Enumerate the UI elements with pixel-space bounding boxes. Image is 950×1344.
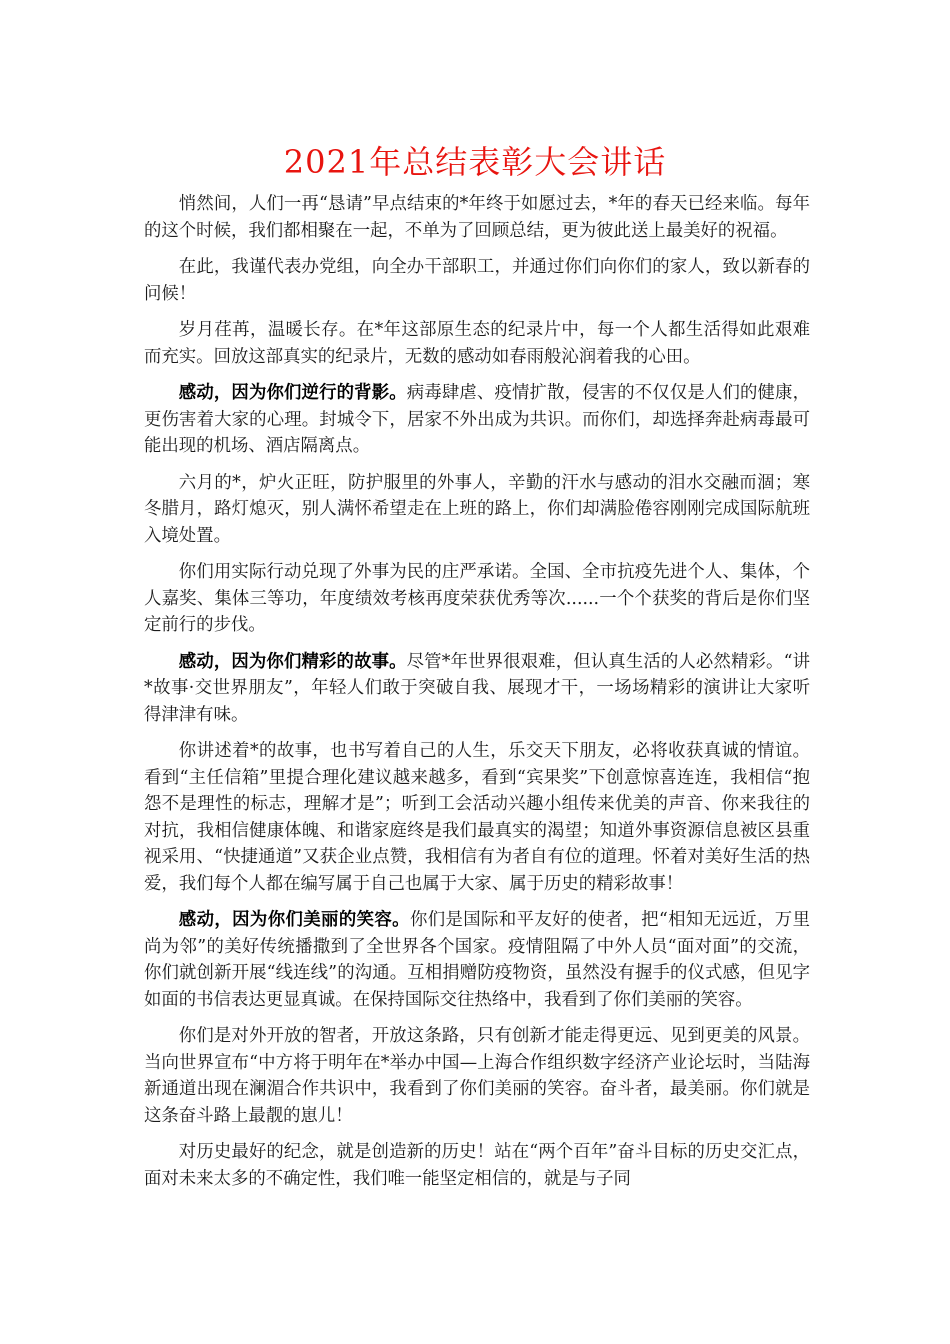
paragraph — [144, 317, 810, 370]
paragraph-text: 悄然间，人们一再“恳请”早点结束的*年终于如愿过去，*年的春天已经来临。每年的这个时候，我们都相聚在一起，不单为了回顾总结，更为彼此送上最美好的祝福。 — [144, 194, 810, 241]
paragraph-lead: 感动，因为你们美丽的笑容。 — [178, 910, 410, 930]
paragraph — [144, 191, 810, 244]
paragraph-text: 你们是对外开放的智者，开放这条路，只有创新才能走得更远、见到更美的风景。当向世界宣布“中方将于明年在*举办中国—上海合作组织数字经济产业论坛时，当陆海新通道出现在澜湄合作共识中，我看到了你们美丽的笑容。奋斗者，最美丽。你们就是这条奋斗路上最靓的崽儿！ — [144, 1026, 810, 1126]
paragraph-text: 尽管*年世界很艰难，但认真生活的人必然精彩。“讲*故事·交世界朋友”，年轻人们敢于突破自我、展现才干，一场场精彩的演讲让大家听得津津有味。 — [144, 651, 810, 725]
paragraph-text: 你讲述着*的故事，也书写着自己的人生，乐交天下朋友，必将收获真诚的情谊。看到“主任信箱”里提合理化建议越来越多，看到“宾果奖”下创意惊喜连连，我相信“抱怨不是理性的标志，理解才是”；听到工会活动兴趣小组传来优美的声音、你来我往的对抗，我相信健康体魄、和谐家庭终是我们最真实的渴望；知道外事资源信息被区县重视采用、“快捷通道”又获企业点赞，我相信有为者自有位的道理。怀着对美好生活的热爱，我们每个人都在编写属于自己也属于大家、属于历史的精彩故事！ — [144, 741, 810, 894]
paragraph-lead: 感动，因为你们精彩的故事。 — [178, 651, 407, 672]
paragraph — [144, 254, 810, 307]
paragraph-text: 病毒肆虐、疫情扩散，侵害的不仅仅是人们的健康，更伤害着大家的心理。封城令下，居家不外出成为共识。而你们，却选择奔赴病毒最可能出现的机场、酒店隔离点。 — [144, 383, 810, 456]
paragraph — [144, 559, 810, 639]
paragraph — [144, 1139, 810, 1192]
document-title: 2021年总结表彰大会讲话 — [283, 143, 667, 181]
paragraph — [144, 907, 810, 1013]
paragraph — [144, 1023, 810, 1129]
document-body — [144, 191, 810, 1202]
paragraph — [144, 380, 810, 460]
paragraph — [144, 649, 810, 729]
paragraph-text: 六月的*，炉火正旺，防护服里的外事人，辛勤的汗水与感动的泪水交融而涸；寒冬腊月，路灯熄灭，别人满怀希望走在上班的路上，你们却满脸倦容刚刚完成国际航班入境处置。 — [144, 472, 810, 546]
paragraph-text: 对历史最好的纪念，就是创造新的历史！站在“两个百年”奋斗目标的历史交汇点，面对未来太多的不确定性，我们唯一能坚定相信的，就是与子同 — [144, 1142, 810, 1189]
paragraph — [144, 738, 810, 897]
paragraph-text: 你们是国际和平友好的使者，把“相知无远近，万里尚为邻”的美好传统播撒到了全世界各个国家。疫情阻隔了中外人员“面对面”的交流，你们就创新开展“线连线”的沟通。互相捐赠防疫物资，虽然没有握手的仪式感，但见字如面的书信表达更显真诚。在保持国际交往热络中，我看到了你们美丽的笑容。 — [144, 910, 810, 1010]
paragraph-text: 在此，我谨代表办党组，向全办干部职工，并通过你们向你们的家人，致以新春的问候！ — [144, 257, 810, 304]
paragraph-lead: 感动，因为你们逆行的背影。 — [178, 383, 407, 403]
paragraph — [144, 470, 810, 550]
paragraph-text: 你们用实际行动兑现了外事为民的庄严承诺。全国、全市抗疫先进个人、集体，个人嘉奖、集体三等功，年度绩效考核再度荣获优秀等次......一个个获奖的背后是你们坚定前行的步伐。 — [144, 562, 810, 635]
paragraph-text: 岁月荏苒，温暖长存。在*年这部原生态的纪录片中，每一个人都生活得如此艰难而充实。回放这部真实的纪录片，无数的感动如春雨般沁润着我的心田。 — [144, 320, 810, 367]
